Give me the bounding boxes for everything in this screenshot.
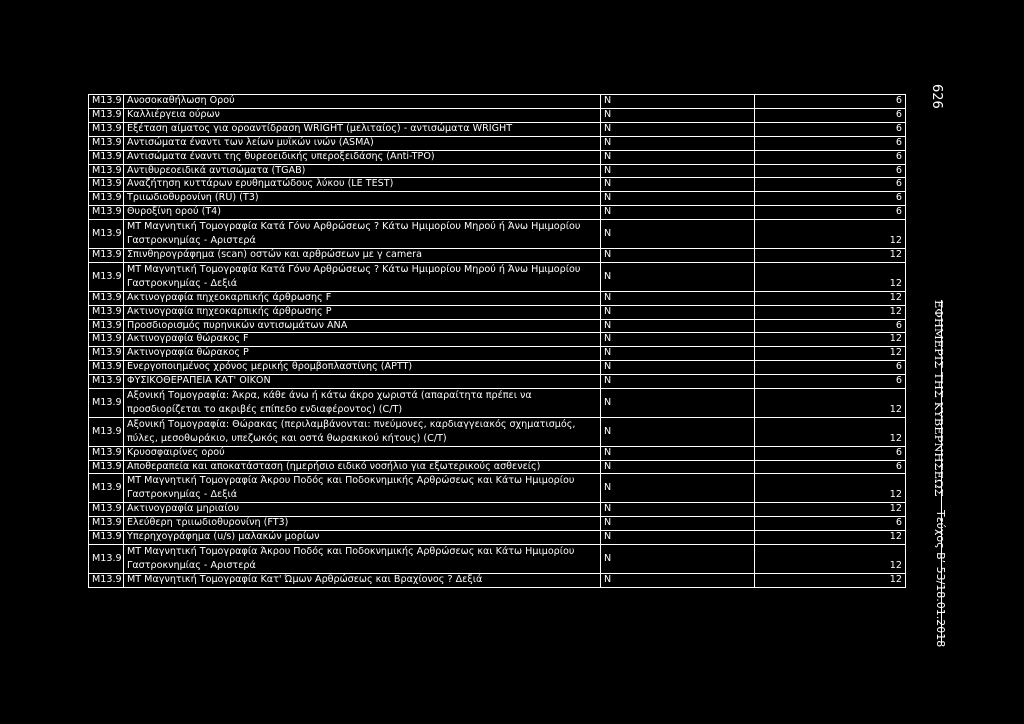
flag-cell: N (601, 206, 755, 220)
code-cell: M13.9 (89, 333, 124, 347)
description-cell: Ενεργοποιημένος χρόνος μερικής θρομβοπλαστίνης (APTT) (124, 361, 601, 375)
code-cell: M13.9 (89, 122, 124, 136)
value-cell: 6 (755, 517, 906, 531)
table-row (89, 319, 906, 333)
flag-cell: N (601, 333, 755, 347)
flag-cell: N (601, 474, 755, 503)
description-cell: Ακτινογραφία θώρακος F (124, 333, 601, 347)
description-cell: Τριιωδιοθυρονίνη (RU) (T3) (124, 192, 601, 206)
value-cell: 6 (755, 206, 906, 220)
value-cell: 12 (755, 333, 906, 347)
value-cell: 6 (755, 192, 906, 206)
flag-cell: N (601, 305, 755, 319)
description-cell: Ακτινογραφία θώρακος P (124, 347, 601, 361)
table-row (89, 164, 906, 178)
code-cell: M13.9 (89, 417, 124, 446)
flag-cell: N (601, 531, 755, 545)
table-row (89, 375, 906, 389)
description-cell: ΜΤ Μαγνητική Τομογραφία Άκρου Ποδός και Ποδοκνημικής Αρθρώσεως και Κάτω Ημιμορίου Γαστροκνημίας - Δεξιά (124, 474, 601, 503)
table-row (89, 150, 906, 164)
table-row (89, 573, 906, 587)
flag-cell: N (601, 347, 755, 361)
table-row (89, 178, 906, 192)
code-cell: M13.9 (89, 108, 124, 122)
description-cell: Ακτινογραφία μηριαίου (124, 503, 601, 517)
description-cell: Αναζήτηση κυττάρων ερυθηματώδους λύκου (LE TEST) (124, 178, 601, 192)
table-row (89, 474, 906, 503)
flag-cell: N (601, 192, 755, 206)
code-cell: M13.9 (89, 446, 124, 460)
table-row (89, 503, 906, 517)
code-cell: M13.9 (89, 192, 124, 206)
table-row (89, 192, 906, 206)
table-row (89, 136, 906, 150)
code-cell: M13.9 (89, 164, 124, 178)
flag-cell: N (601, 460, 755, 474)
flag-cell: N (601, 573, 755, 587)
code-cell: M13.9 (89, 95, 124, 109)
flag-cell: N (601, 108, 755, 122)
description-cell: Εξέταση αίματος για οροαντίδραση WRIGHT (μελιταίος) - αντισώματα WRIGHT (124, 122, 601, 136)
value-cell: 12 (755, 545, 906, 574)
value-cell: 6 (755, 108, 906, 122)
table-row (89, 347, 906, 361)
page-number: 626 (929, 84, 944, 109)
description-cell: ΦΥΣΙΚΟΘΕΡΑΠΕΙΑ ΚΑΤ' ΟΙΚΟΝ (124, 375, 601, 389)
table-row (89, 389, 906, 418)
flag-cell: N (601, 545, 755, 574)
description-cell: Κρυοσφαιρίνες ορού (124, 446, 601, 460)
value-cell: 12 (755, 417, 906, 446)
flag-cell: N (601, 95, 755, 109)
description-cell: Αξονική Τομογραφία: Άκρα, κάθε άνω ή κάτω άκρο χωριστά (απαραίτητα πρέπει να προσδιορίζεται το ακριβές επίπεδο ενδιαφέροντος) (C/T) (124, 389, 601, 418)
description-cell: Καλλιέργεια ούρων (124, 108, 601, 122)
code-cell: M13.9 (89, 573, 124, 587)
description-cell: Αντισώματα έναντι της θυρεοειδικής υπεροξειδάσης (Anti-TPO) (124, 150, 601, 164)
code-cell: M13.9 (89, 347, 124, 361)
value-cell: 12 (755, 474, 906, 503)
flag-cell: N (601, 389, 755, 418)
description-cell: Αξονική Τομογραφία: Θώρακας (περιλαμβάνονται: πνεύμονες, καρδιαγγειακός σχηματισμός, πύλες, μεσοθωράκιο, υπεζωκός και οστά θωρακικού κήτους) (C/T) (124, 417, 601, 446)
code-cell: M13.9 (89, 375, 124, 389)
table-row (89, 460, 906, 474)
description-cell: ΜΤ Μαγνητική Τομογραφία Κατά Γόνυ Αρθρώσεως ? Κάτω Ημιμορίου Μηρού ή Άνω Ημιμορίου Γαστροκνημίας - Αριστερά (124, 220, 601, 249)
description-cell: Αντιθυρεοειδικά αντισώματα (TGAB) (124, 164, 601, 178)
value-cell: 12 (755, 248, 906, 262)
table-row (89, 262, 906, 291)
table-row (89, 531, 906, 545)
description-cell: Θυροξίνη ορού (T4) (124, 206, 601, 220)
code-cell: M13.9 (89, 248, 124, 262)
procedures-table-body (89, 95, 906, 588)
value-cell: 12 (755, 503, 906, 517)
code-cell: M13.9 (89, 517, 124, 531)
description-cell: Αποθεραπεία και αποκατάσταση (ημερήσιο ειδικό νοσήλιο για εξωτερικούς ασθενείς) (124, 460, 601, 474)
flag-cell: N (601, 375, 755, 389)
table-row (89, 291, 906, 305)
flag-cell: N (601, 136, 755, 150)
value-cell: 12 (755, 220, 906, 249)
table-row (89, 305, 906, 319)
description-cell: Υπερηχογράφημα (u/s) μαλακών μορίων (124, 531, 601, 545)
flag-cell: N (601, 319, 755, 333)
value-cell: 6 (755, 136, 906, 150)
code-cell: M13.9 (89, 474, 124, 503)
description-cell: Ακτινογραφία πηχεοκαρπικής άρθρωσης P (124, 305, 601, 319)
table-row (89, 446, 906, 460)
code-cell: M13.9 (89, 531, 124, 545)
flag-cell: N (601, 248, 755, 262)
code-cell: M13.9 (89, 503, 124, 517)
flag-cell: N (601, 164, 755, 178)
description-cell: ΜΤ Μαγνητική Τομογραφία Κατ' Ώμων Αρθρώσεως και Βραχίονος ? Δεξιά (124, 573, 601, 587)
value-cell: 6 (755, 122, 906, 136)
code-cell: M13.9 (89, 220, 124, 249)
table-row (89, 361, 906, 375)
flag-cell: N (601, 150, 755, 164)
code-cell: M13.9 (89, 136, 124, 150)
value-cell: 12 (755, 347, 906, 361)
value-cell: 6 (755, 150, 906, 164)
code-cell: M13.9 (89, 291, 124, 305)
value-cell: 6 (755, 178, 906, 192)
gazette-title: ΕΦΗΜΕΡΙΣ ΤΗΣ ΚΥΒΕΡΝΗΣΕΩΣ (932, 300, 946, 497)
flag-cell: N (601, 446, 755, 460)
table-row (89, 333, 906, 347)
table-row (89, 108, 906, 122)
table-row (89, 417, 906, 446)
code-cell: M13.9 (89, 460, 124, 474)
table-row (89, 545, 906, 574)
table-row (89, 95, 906, 109)
value-cell: 12 (755, 262, 906, 291)
issue-reference: Τεύχος Β’ 53/18.01.2018 (934, 510, 947, 648)
procedures-table (88, 94, 906, 588)
flag-cell: N (601, 361, 755, 375)
table-row (89, 206, 906, 220)
code-cell: M13.9 (89, 319, 124, 333)
description-cell: Ανοσοκαθήλωση Ορού (124, 95, 601, 109)
value-cell: 6 (755, 361, 906, 375)
value-cell: 6 (755, 319, 906, 333)
flag-cell: N (601, 503, 755, 517)
value-cell: 6 (755, 164, 906, 178)
value-cell: 12 (755, 305, 906, 319)
code-cell: M13.9 (89, 206, 124, 220)
code-cell: M13.9 (89, 305, 124, 319)
flag-cell: N (601, 517, 755, 531)
flag-cell: N (601, 291, 755, 305)
code-cell: M13.9 (89, 262, 124, 291)
value-cell: 6 (755, 375, 906, 389)
description-cell: ΜΤ Μαγνητική Τομογραφία Κατά Γόνυ Αρθρώσεως ? Κάτω Ημιμορίου Μηρού ή Άνω Ημιμορίου Γαστροκνημίας - Δεξιά (124, 262, 601, 291)
code-cell: M13.9 (89, 545, 124, 574)
table-row (89, 517, 906, 531)
flag-cell: N (601, 220, 755, 249)
value-cell: 6 (755, 446, 906, 460)
value-cell: 12 (755, 531, 906, 545)
code-cell: M13.9 (89, 361, 124, 375)
table-row (89, 122, 906, 136)
value-cell: 6 (755, 95, 906, 109)
description-cell: Προσδιορισμός πυρηνικών αντισωμάτων ΑΝΑ (124, 319, 601, 333)
flag-cell: N (601, 417, 755, 446)
description-cell: Σπινθηρογράφημα (scan) οστών και αρθρώσεων με γ camera (124, 248, 601, 262)
description-cell: Ελεύθερη τριιωδιοθυρονίνη (FT3) (124, 517, 601, 531)
flag-cell: N (601, 178, 755, 192)
description-cell: Ακτινογραφία πηχεοκαρπικής άρθρωσης F (124, 291, 601, 305)
code-cell: M13.9 (89, 150, 124, 164)
table-row (89, 220, 906, 249)
value-cell: 12 (755, 389, 906, 418)
value-cell: 6 (755, 460, 906, 474)
flag-cell: N (601, 122, 755, 136)
description-cell: ΜΤ Μαγνητική Τομογραφία Άκρου Ποδός και Ποδοκνημικής Αρθρώσεως και Κάτω Ημιμορίου Γαστροκνημίας - Αριστερά (124, 545, 601, 574)
code-cell: M13.9 (89, 389, 124, 418)
value-cell: 12 (755, 573, 906, 587)
flag-cell: N (601, 262, 755, 291)
value-cell: 12 (755, 291, 906, 305)
table-row (89, 248, 906, 262)
code-cell: M13.9 (89, 178, 124, 192)
description-cell: Αντισώματα έναντι των λείων μυϊκών ινών (ASMA) (124, 136, 601, 150)
